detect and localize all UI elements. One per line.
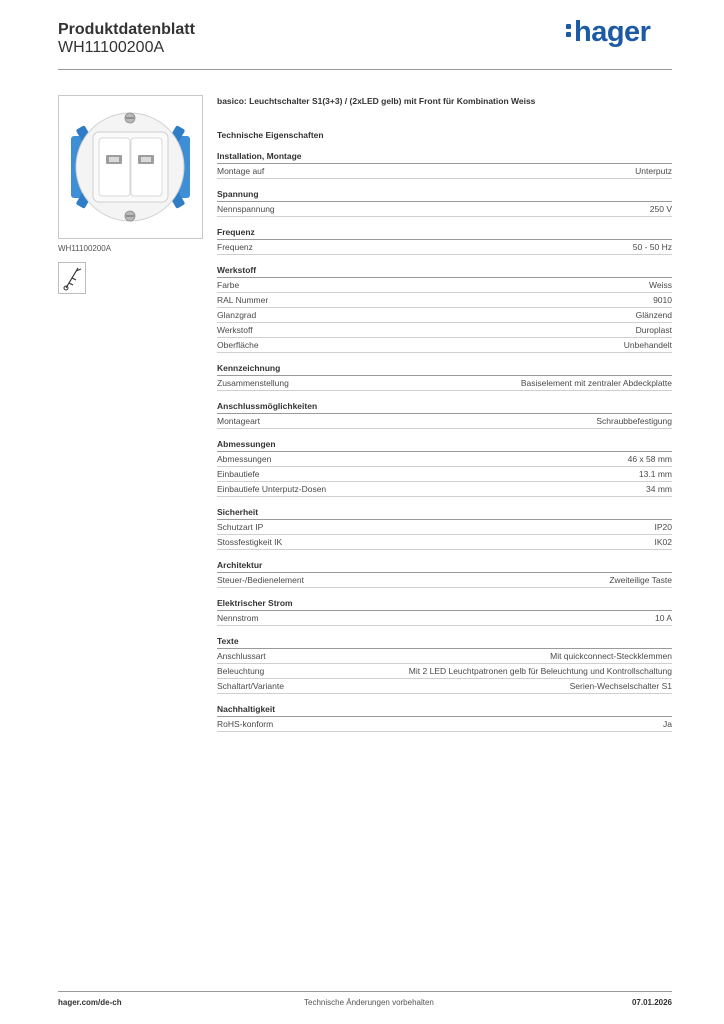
product-description: basico: Leuchtschalter S1(3+3) / (2xLED gelb) mit Front für Kombination Weiss [217,96,536,106]
property-group [217,264,672,353]
property-row [217,164,672,179]
property-label: Schutzart IP [217,522,264,532]
group-title: Texte [217,635,672,649]
logo-dots-icon [566,22,572,40]
switch-symbol [58,262,86,294]
property-row [217,467,672,482]
property-row [217,240,672,255]
group-title: Werkstoff [217,264,672,278]
property-groups [217,150,672,732]
brand-logo [566,16,650,49]
property-group [217,635,672,694]
property-row [217,611,672,626]
property-group [217,597,672,626]
property-row [217,649,672,664]
property-row [217,376,672,391]
property-value: Mit 2 LED Leuchtpatronen gelb für Beleuchtung und Kontrollschaltung [408,666,672,676]
property-group [217,400,672,429]
property-value: IK02 [654,537,672,547]
property-value: Ja [663,719,672,729]
footer-divider [58,991,672,992]
group-title: Installation, Montage [217,150,672,164]
property-row [217,293,672,308]
property-group [217,150,672,179]
property-row [217,338,672,353]
property-row [217,664,672,679]
property-label: Zusammenstellung [217,378,289,388]
property-value: Mit quickconnect-Steckklemmen [550,651,672,661]
footer-date: 07.01.2026 [631,998,672,1007]
property-value: 9010 [653,295,672,305]
image-caption: WH11100200A [58,244,112,253]
property-row [217,717,672,732]
group-title: Architektur [217,559,672,573]
group-title: Kennzeichnung [217,362,672,376]
property-row [217,482,672,497]
property-label: Schaltart/Variante [217,681,284,691]
property-label: Abmessungen [217,454,272,464]
group-title: Abmessungen [217,438,672,452]
property-group [217,226,672,255]
property-label: Werkstoff [217,325,253,335]
property-row [217,679,672,694]
property-value: IP20 [654,522,672,532]
property-value: Unbehandelt [623,340,672,350]
document-title: Produktdatenblatt [58,21,195,38]
group-title: Sicherheit [217,506,672,520]
property-row [217,414,672,429]
property-value: Basiselement mit zentraler Abdeckplatte [520,378,672,388]
property-value: Duroplast [635,325,672,335]
property-label: Steuer-/Bedienelement [217,575,304,585]
property-value: Unterputz [635,166,672,176]
property-label: Nennstrom [217,613,259,623]
property-value: 250 V [649,204,672,214]
property-row [217,520,672,535]
group-title: Frequenz [217,226,672,240]
group-title: Anschlussmöglichkeiten [217,400,672,414]
property-row [217,452,672,467]
product-photo-icon [59,96,202,238]
property-label: Beleuchtung [217,666,265,676]
property-row [217,278,672,293]
property-label: Stossfestigkeit IK [217,537,283,547]
group-title: Nachhaltigkeit [217,703,672,717]
property-row [217,308,672,323]
property-group [217,506,672,550]
property-group [217,188,672,217]
property-label: RoHS-konform [217,719,274,729]
property-group [217,703,672,732]
property-label: Anschlussart [217,651,266,661]
property-label: Einbautiefe Unterputz-Dosen [217,484,327,494]
property-label: RAL Nummer [217,295,269,305]
group-title: Elektrischer Strom [217,597,672,611]
property-label: Montage auf [217,166,265,176]
property-value: 50 - 50 Hz [632,242,672,252]
brand-name: hager [574,16,651,48]
footer-note: Technische Änderungen vorbehalten [304,998,434,1007]
footer-website: hager.com/de-ch [58,998,122,1007]
property-row [217,323,672,338]
property-value: 13.1 mm [638,469,672,479]
property-value: 10 A [654,613,672,623]
property-label: Nennspannung [217,204,275,214]
property-group [217,438,672,497]
property-value: Serien-Wechselschalter S1 [569,681,672,691]
property-value: 46 x 58 mm [627,454,672,464]
property-label: Farbe [217,280,240,290]
property-label: Einbautiefe [217,469,260,479]
light-switch-symbol-icon [59,263,85,293]
property-value: Schraubbefestigung [596,416,672,426]
property-label: Frequenz [217,242,253,252]
property-label: Oberfläche [217,340,259,350]
property-row [217,202,672,217]
product-image [58,95,203,239]
property-label: Glanzgrad [217,310,257,320]
article-number: WH11100200A [58,39,165,56]
section-title: Technische Eigenschaften [217,130,324,140]
property-row [217,535,672,550]
property-value: Weiss [649,280,672,290]
header-divider [58,69,672,70]
property-label: Montageart [217,416,260,426]
property-row [217,573,672,588]
property-group [217,362,672,391]
property-group [217,559,672,588]
property-value: Glänzend [635,310,672,320]
group-title: Spannung [217,188,672,202]
property-value: 34 mm [646,484,672,494]
spec-content [217,96,672,741]
property-value: Zweiteilige Taste [609,575,672,585]
